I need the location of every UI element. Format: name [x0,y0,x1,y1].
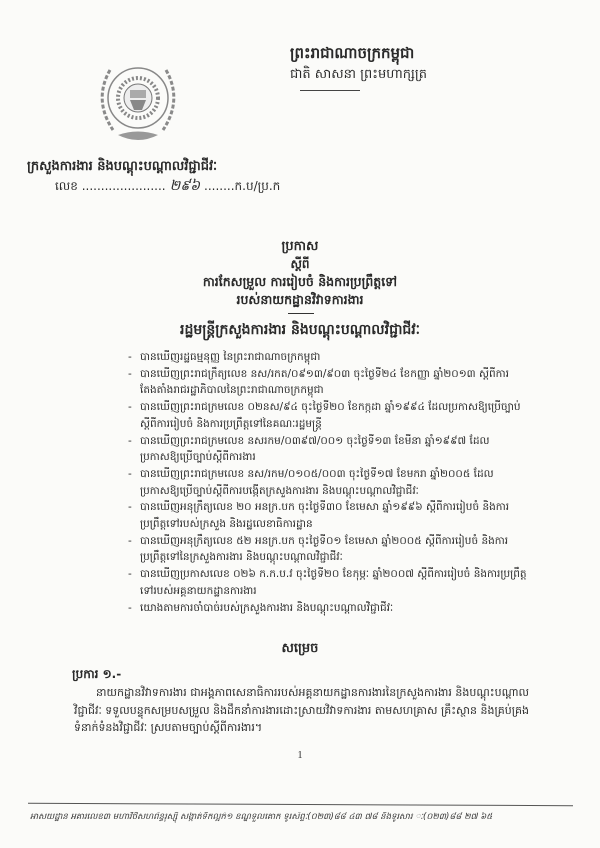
list-item: - បានឃើញអនុក្រឹត្យលេខ ២០ អនក្រ.បក ចុះថ្ងៃទី៣០ ខែមេសា ឆ្នាំ១៩៩៦ ស្តីពីការរៀបចំ និងការប្រព្រឹត្តទៅរបស់ក្រសួង និងរដ្ឋលេខាធិការដ្ឋាន [128,501,510,531]
list-item: - បានឃើញអនុក្រឹត្យលេខ ៥២ អនក្រ.បក ចុះថ្ងៃទី០១ ខែមេសា ឆ្នាំ២០០៥ ស្តីពីការរៀបចំ និងការប្រព្រឹត្តទៅនៃក្រសួងការងារ និងបណ្តុះបណ្តាលវិជ្ជាជីវៈ [128,534,509,564]
handwritten-number: ២៩៦ [169,178,201,194]
list-item: - បានឃើញប្រកាសលេខ ០២៦ ក.ក.ប.វ ចុះថ្ងៃទី២០ ខែកុម្ភៈ ឆ្នាំ២០០៧ ស្តីពីការរៀបចំ និងការប្រព្រឹត្តទៅរបស់អគ្គនាយកដ្ឋានការងារ [128,568,527,597]
issuer-heading: រដ្ឋមន្ត្រីក្រសួងការងារ និងបណ្តុះបណ្តាលវិជ្ជាជីវៈ [180,322,420,338]
title-divider [288,313,314,314]
number-dots: ...................... [81,179,166,193]
kingdom-heading: ព្រះរាជាណាចក្រកម្ពុជា [290,44,415,62]
document-number-line [55,176,280,197]
article-text: នាយកដ្ឋានវិវាទការងារ ជាអង្គភាពសេនាធិការរបស់អគ្គនាយកដ្ឋានការងារនៃក្រសួងការងារ និងបណ្តុះបណ្តាលវិជ្ជាជីវៈ ទទួលបន្ទុកសម្របសម្រួល និងដឹកនាំការងារដោះស្រាយវិវាទការងារ តាមសហគ្រាស គ្រឹះស្ថាន និងគ្រប់គ្រងទំនាក់ទំនងវិជ្ជាជីវៈ ស្របតាមច្បាប់ស្តីពីការងារ។ [74,686,529,734]
list-item: - បានឃើញព្រះរាជក្រមលេខ នសរកម/០៣៩៧/០០១ ចុះថ្ងៃទី១៣ ខែមីនា ឆ្នាំ១៩៩៧ ដែលប្រកាសឱ្យប្រើច្បាប់ស្តីពីការងារ [128,434,490,464]
national-motto: ជាតិ សាសនា ព្រះមហាក្សត្រ [290,67,427,82]
footer-address: អាសយដ្ឋាន អគារលេខ៣ មហាវិថីសហព័ន្ធរុស្ស៊ី សង្កាត់ទឹកល្អក់១ ខណ្ឌទួលគោក ទូរស័ព្ទៈ(០២៣)៨៨ ៤៣ ៧៨ និងទូរសារ ៈ(០២៣)៨៨ ២៧ ៦៥ [30,812,493,822]
subject-line-1: ការកែសម្រួល ការរៀបចំ និងការប្រព្រឹត្តទៅ [202,274,398,289]
about-label: ស្តីពី [290,257,310,271]
page-number: 1 [297,750,303,761]
footer-divider [28,803,573,806]
ministry-name: ក្រសួងការងារ និងបណ្តុះបណ្តាលវិជ្ជាជីវៈ [27,159,218,174]
number-dots: ........ [204,179,235,193]
document-type: ប្រកាស [281,239,319,254]
number-label: លេខ [55,179,78,193]
article-label: ប្រការ ១.- [72,667,122,681]
motto-ornament-divider [300,90,360,91]
list-item: - បានឃើញព្រះរាជក្រមលេខ នស/រកម/០១០៥/០០៣ ចុះថ្ងៃទី១៧ ខែមករា ឆ្នាំ២០០៥ ដែលប្រកាសឱ្យប្រើច្បាប់ស្តីពីការបង្កើតក្រសួងការងារ និងបណ្តុះបណ្តាលវិជ្ជាជីវៈ [128,467,494,497]
ministry-seal-logo [88,50,188,150]
list-item: - បានឃើញព្រះរាជក្រមលេខ ០២នស/៩៤ ចុះថ្ងៃទី២០ ខែកក្កដា ឆ្នាំ១៩៩៤ ដែលប្រកាសឱ្យប្រើច្បាប់ស្តីពីការរៀបចំ និងការប្រព្រឹត្តទៅនៃគណៈរដ្ឋមន្ត្រី [128,401,521,430]
decision-heading: សម្រេច [281,641,319,656]
list-item: - យោងតាមការចាំបាច់របស់ក្រសួងការងារ និងបណ្តុះបណ្តាលវិជ្ជាជីវៈ [128,601,394,614]
subject-line-2: របស់នាយកដ្ឋានវិវាទការងារ [236,292,364,307]
considerations-list [118,349,528,616]
number-suffix: ក.ប/ប្រ.ក [234,179,281,193]
list-item: - បានឃើញព្រះរាជក្រឹត្យលេខ នស/រកត/០៩១៣/៩០៣ ចុះថ្ងៃទី២៤ ខែកញ្ញា ឆ្នាំ២០១៣ ស្តីពីការតែងតាំងរាជរដ្ឋាភិបាលនៃព្រះរាជាណាចក្រកម្ពុជា [128,367,509,397]
list-item: - បានឃើញរដ្ឋធម្មនុញ្ញ នៃព្រះរាជាណាចក្រកម្ពុជា [128,351,321,363]
